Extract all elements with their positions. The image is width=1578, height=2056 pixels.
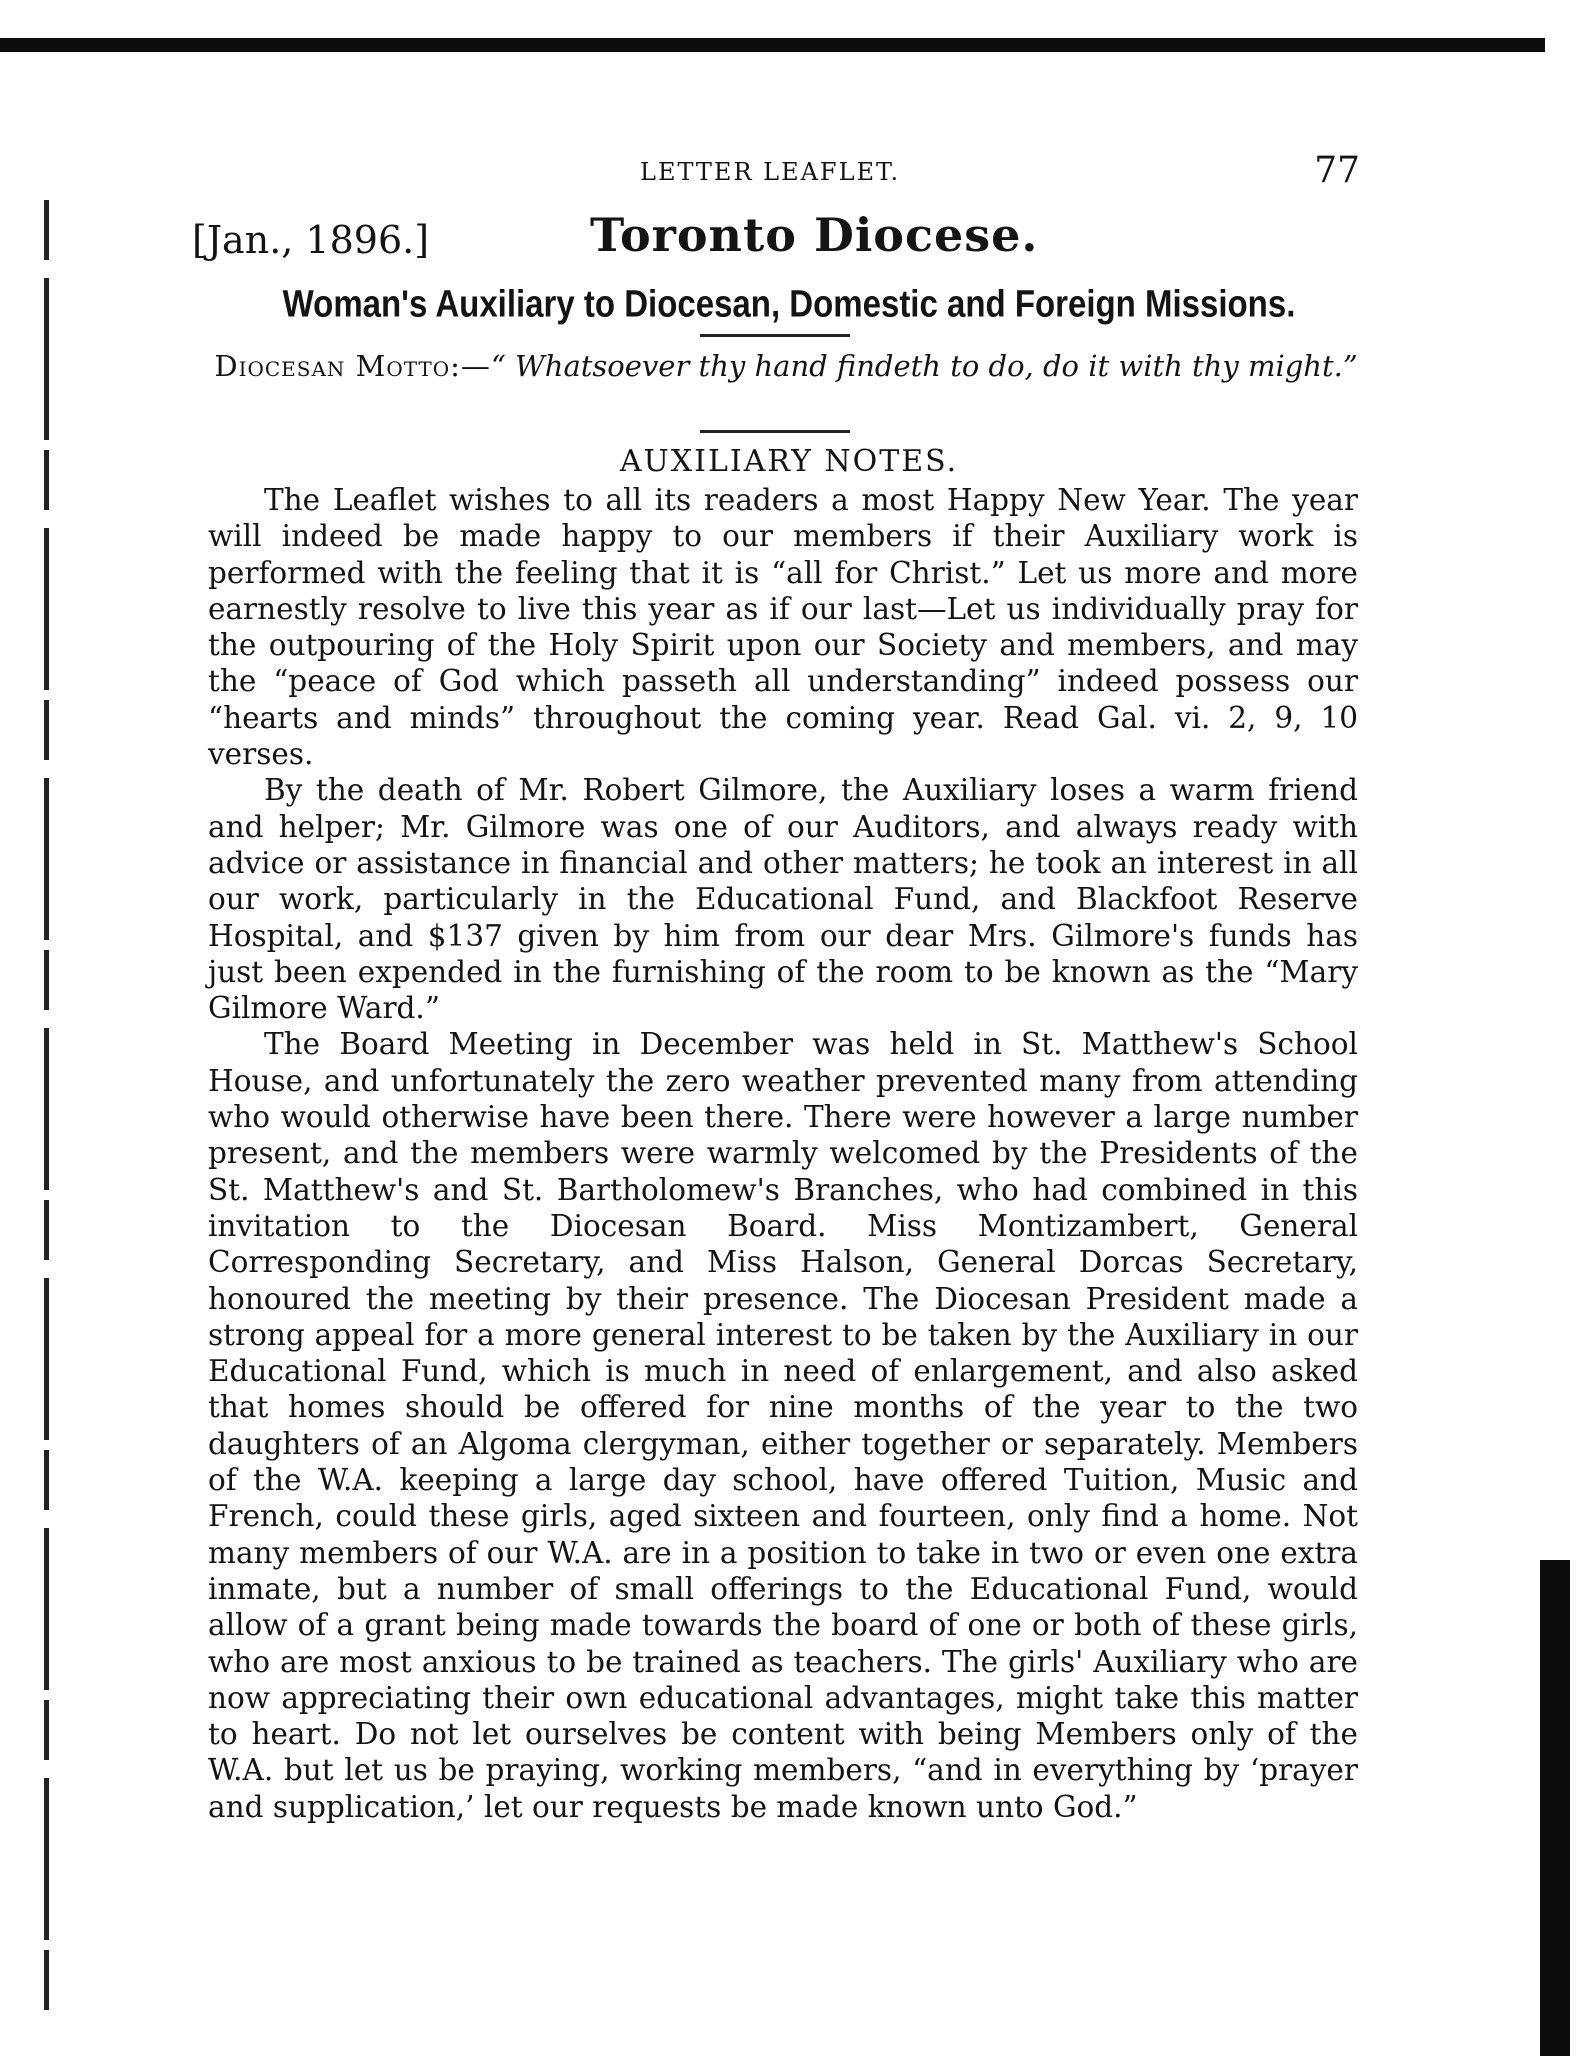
right-scan-edge <box>1540 1560 1570 2056</box>
paragraph: By the death of Mr. Robert Gilmore, the Auxiliary loses a warm friend and helper; Mr. Gilmore was one of our Auditors, and always ready with advice or assistance in financial and other matters; he took an interest in all our work, particularly in the Educational Fund, and Blackfoot Reserve Hospital, and $137 given by him from our dear Mrs. Gilmore's funds has just been expended in the furnishing of the room to be known as the “Mary Gilmore Ward.” <box>208 773 1358 1026</box>
page-number: 77 <box>1314 150 1360 191</box>
motto-text: “ Whatsoever thy hand findeth to do, do it with thy might.” <box>490 349 1358 383</box>
paragraph: The Board Meeting in December was held in St. Matthew's School House, and unfortunately the zero weather prevented many from attending who would otherwise have been there. There were however a large number present, and the members were warmly welcomed by the Presidents of the St. Matthew's and St. Bartholomew's Branches, who had combined in this invitation to the Diocesan Board. Miss Montizambert, General Corresponding Secretary, and Miss Halson, General Dorcas Secretary, honoured the meeting by their presence. The Diocesan President made a strong appeal for a more general interest to be taken by the Auxiliary in our Educational Fund, which is much in need of enlargement, and also asked that homes should be offered for nine months of the year to the two daughters of an Algoma clergyman, either together or separately. Members of the W.A. keeping a large day school, have offered Tuition, Music and French, could these girls, aged sixteen and fourteen, only find a home. Not many members of our W.A. are in a position to take in two or even one extra inmate, but a number of small offerings to the Educational Fund, would allow of a grant being made towards the board of one or both of these girls, who are most anxious to be trained as teachers. The girls' Auxiliary who are now appreciating their own educational advantages, might take this matter to heart. Do not let ourselves be content with being Members only of the W.A. but let us be praying, working members, “and in everything by ‘prayer and supplication,’ let our requests be made known unto God.” <box>208 1027 1358 1824</box>
page-title: Toronto Diocese. <box>590 208 1039 262</box>
article-body <box>208 482 1358 1825</box>
divider-rule <box>700 334 850 337</box>
section-heading: AUXILIARY NOTES. <box>619 444 959 479</box>
page-subtitle: Woman's Auxiliary to Diocesan, Domestic and Foreign Missions. <box>282 282 1296 325</box>
motto-label: Diocesan Motto:— <box>214 349 491 383</box>
paragraph: The Leaflet wishes to all its readers a most Happy New Year. The year will indeed be made happy to our members if their Auxiliary work is performed with the feeling that it is “all for Christ.” Let us more and more earnestly resolve to live this year as if our last—Let us individually pray for the outpouring of the Holy Spirit upon our Society and members, and may the “peace of God which passeth all understanding” indeed possess our “hearts and minds” throughout the coming year. Read Gal. vi. 2, 9, 10 verses. <box>208 483 1358 772</box>
issue-date: [Jan., 1896.] <box>192 218 430 262</box>
divider-rule <box>700 430 850 433</box>
top-border-rule <box>0 38 1545 52</box>
running-head: LETTER LEAFLET. <box>640 158 901 186</box>
page-header <box>640 150 1360 194</box>
diocesan-motto <box>208 348 1364 385</box>
